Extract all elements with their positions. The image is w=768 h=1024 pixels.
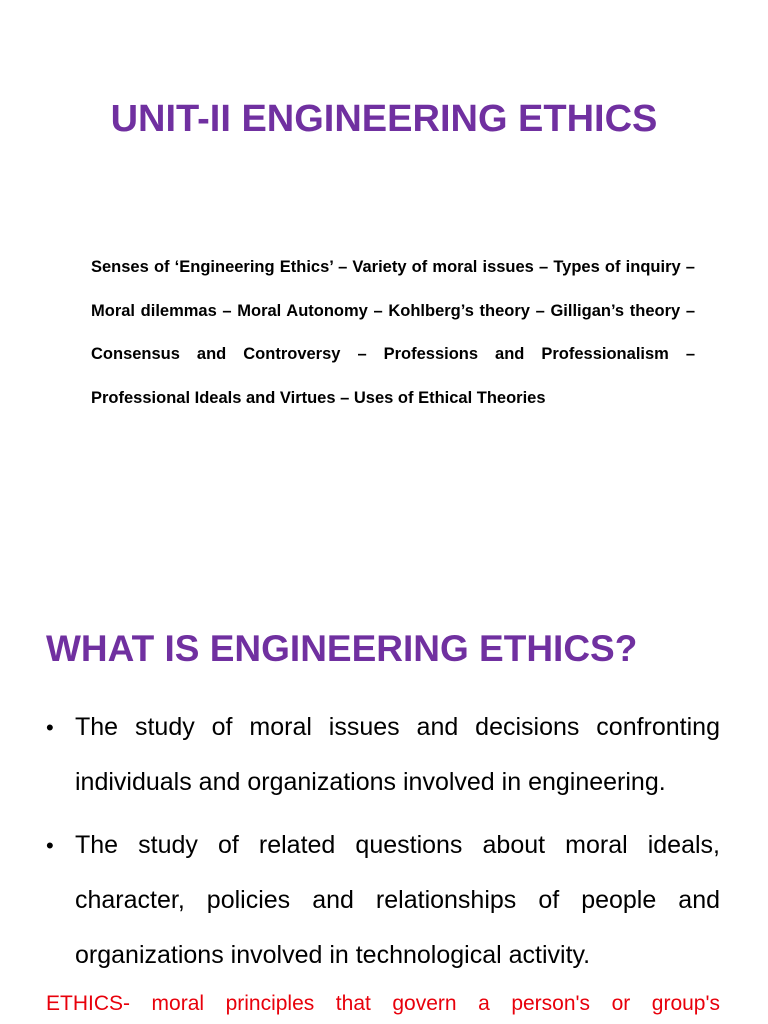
syllabus-topics: Senses of ‘Engineering Ethics’ – Variety of moral issues – Types of inquiry – Moral dilemmas – Moral Autonomy – Kohlberg’s theory – Gilligan’s theory – Consensus and Controversy – Professions and Professionalism – Professional Ideals and Virtues – Uses of Ethical Theories: [91, 258, 695, 407]
bullet-icon: •: [46, 715, 54, 740]
bullet-list: [46, 700, 720, 991]
bullet-item: [46, 700, 720, 810]
bullet-text: The study of related questions about moral ideals, character, policies and relationships of people and organizations involved in technological activity.: [75, 831, 720, 969]
unit-title: UNIT-II ENGINEERING ETHICS: [110, 98, 658, 140]
bullet-item: [46, 818, 720, 983]
ethics-definition: ETHICS- moral principles that govern a person's or group's: [46, 992, 720, 1015]
bullet-text: The study of moral issues and decisions confronting individuals and organizations involved in engineering.: [75, 713, 720, 796]
section-title: WHAT IS ENGINEERING ETHICS?: [46, 628, 638, 669]
slide-what-is-engineering-ethics: [0, 560, 768, 1024]
bullet-icon: •: [46, 833, 54, 858]
